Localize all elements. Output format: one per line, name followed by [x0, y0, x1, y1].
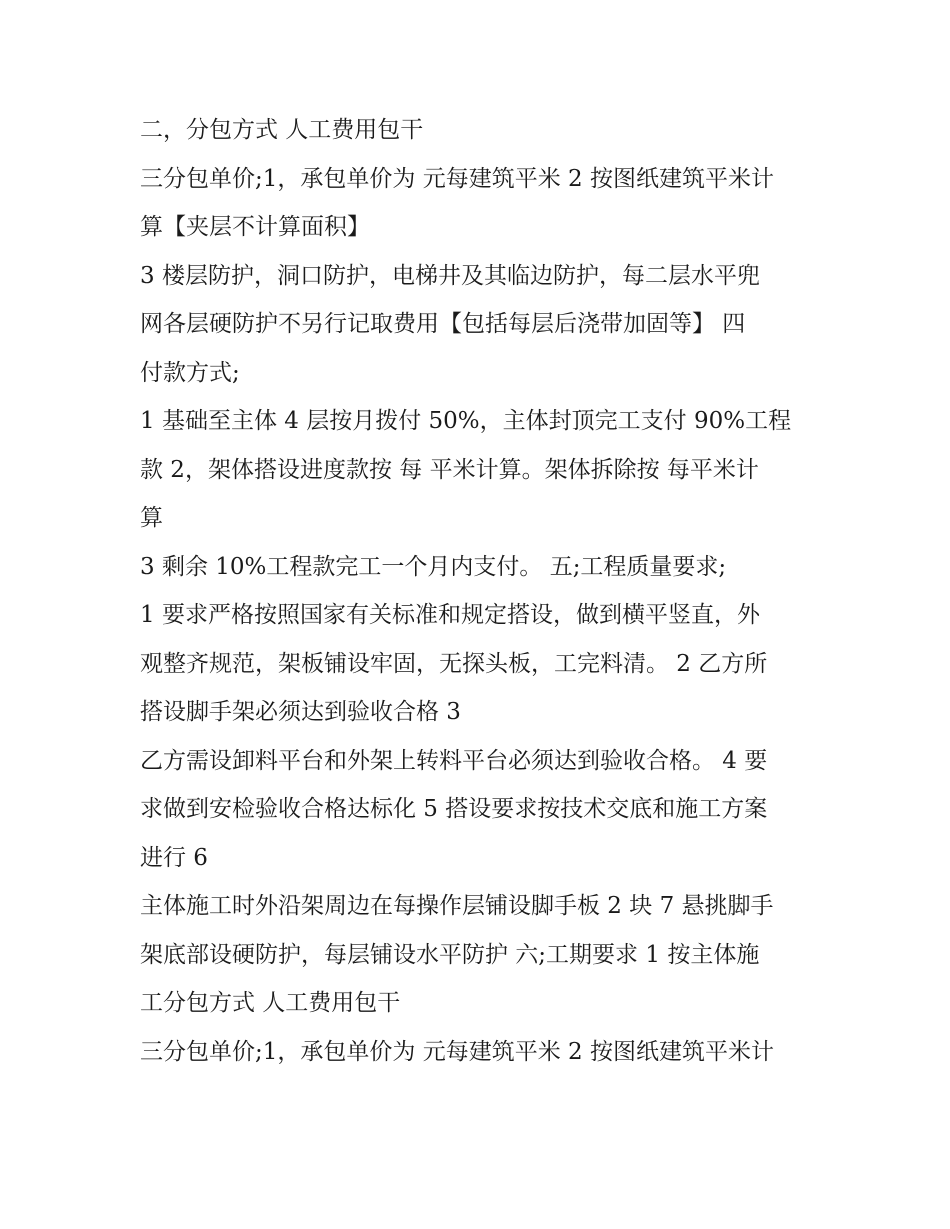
document-body: [140, 106, 820, 1076]
text-line-12: 观整齐规范，架板铺设牢固，无探头板，工完料清。 2 乙方所: [140, 650, 768, 677]
text-line-3: 算【夹层不计算面积】: [140, 214, 370, 240]
text-line-6: 付款方式;: [140, 359, 240, 386]
text-line-4: 3 楼层防护，洞口防护，电梯井及其临边防护，每二层水平兜: [140, 262, 760, 289]
text-line-20: 三分包单价;1，承包单价为 元每建筑平米 2 按图纸建筑平米计: [140, 1038, 774, 1065]
text-line-10: 3 剩余 10%工程款完工一个月内支付。 五;工程质量要求;: [140, 553, 727, 580]
text-line-5: 网各层硬防护不另行记取费用【包括每层后浇带加固等】 四: [140, 311, 746, 337]
text-line-9: 算: [140, 505, 163, 531]
text-line-8: 款 2，架体搭设进度款按 每 平米计算。架体拆除按 每平米计: [140, 456, 759, 483]
text-line-2: 三分包单价;1，承包单价为 元每建筑平米 2 按图纸建筑平米计: [140, 165, 774, 192]
text-line-14: 乙方需设卸料平台和外架上转料平台必须达到验收合格。 4 要: [140, 747, 768, 774]
text-line-11: 1 要求严格按照国家有关标准和规定搭设，做到横平竖直，外: [140, 602, 760, 628]
text-line-7: 1 基础至主体 4 层按月拨付 50%，主体封顶完工支付 90%工程: [140, 408, 792, 434]
text-line-18: 架底部设硬防护，每层铺设水平防护 六;工期要求 1 按主体施: [140, 941, 760, 968]
text-line-19: 工分包方式 人工费用包干: [140, 990, 401, 1016]
text-line-1: 二，分包方式 人工费用包干: [140, 117, 424, 143]
text-line-15: 求做到安检验收合格达标化 5 搭设要求按技术交底和施工方案: [140, 796, 768, 822]
text-line-16: 进行 6: [140, 844, 208, 871]
text-line-13: 搭设脚手架必须达到验收合格 3: [140, 699, 461, 725]
text-line-17: 主体施工时外沿架周边在每操作层铺设脚手板 2 块 7 悬挑脚手: [140, 893, 774, 919]
